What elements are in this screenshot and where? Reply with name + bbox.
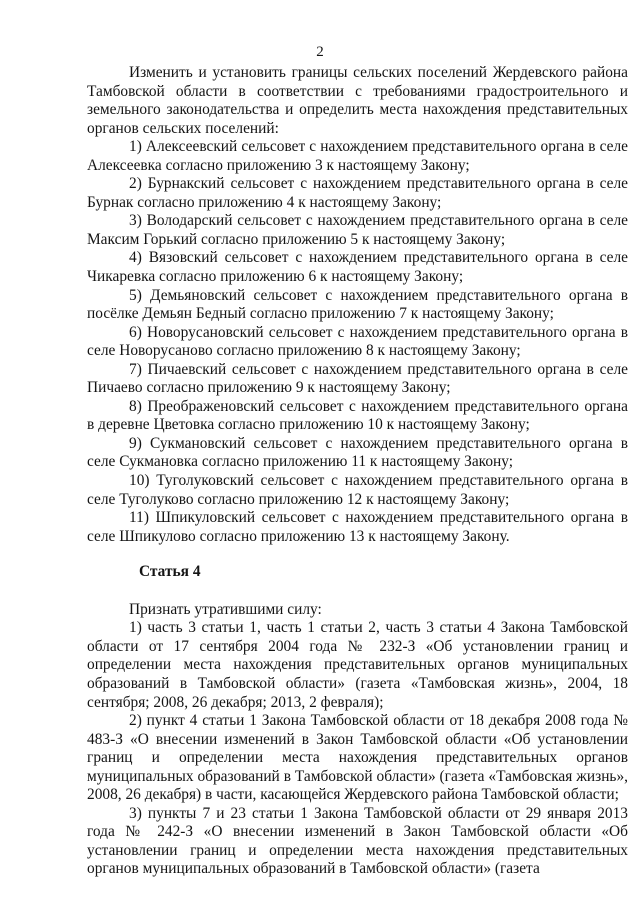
list-item: 4) Вязовский сельсовет с нахождением представительного органа в селе Чикаревка согласно приложению 6 к настоящему Закону;	[87, 249, 628, 286]
list-item: 1) Алексеевский сельсовет с нахождением представительного органа в селе Алексеевка согласно приложению 3 к настоящему Закону;	[87, 138, 628, 174]
article-list-item: 3) пункты 7 и 23 статьи 1 Закона Тамбовской области от 29 января 2013 года № 242-З «О внесении изменений в Закон Тамбовской области «Об установлении границ и определении места нахождения представительных органов муниципальных образований в Тамбовской области» (газета	[87, 804, 628, 878]
list-item: 5) Демьяновский сельсовет с нахождением представительного органа в посёлке Демьян Бедный согласно приложению 7 к настоящему Закону;	[87, 286, 628, 323]
intro-paragraph: Изменить и установить границы сельских поселений Жердевского района Тамбовской области в соответствии с требованиями градостроительного и земельного законодательства и определить места нахождения представительных органов сельских поселений:	[87, 64, 628, 137]
page-number: 2	[316, 44, 324, 60]
list-item: 2) Бурнакский сельсовет с нахождением представительного органа в селе Бурнак согласно приложению 4 к настоящему Закону;	[87, 175, 628, 211]
article-heading: Статья 4	[139, 563, 201, 581]
list-item: 3) Володарский сельсовет с нахождением представительного органа в селе Максим Горький согласно приложению 5 к настоящему Закону;	[87, 212, 628, 248]
list-item: 11) Шпикуловский сельсовет с нахождением представительного органа в селе Шпикулово согласно приложению 13 к настоящему Закону.	[87, 509, 628, 545]
article-list-item: 2) пункт 4 статьи 1 Закона Тамбовской области от 18 декабря 2008 года № 483-З «О внесении изменений в Закон Тамбовской области «Об установлении границ и определении места нахождения представительных органов муниципальных образований в Тамбовской области» (газета «Тамбовская жизнь», 2008, 26 декабря) в части, касающейся Жердевского района Тамбовской области;	[87, 712, 628, 804]
article-intro: Признать утратившими силу:	[129, 600, 322, 618]
article-list-item: 1) часть 3 статьи 1, часть 1 статьи 2, часть 3 статьи 4 Закона Тамбовской области от 17 сентября 2004 года № 232-З «Об установлении границ и определении места нахождения представительных органов муниципальных образований в Тамбовской области» (газета «Тамбовская жизнь», 2004, 18 сентября; 2008, 26 декабря; 2013, 2 февраля);	[87, 619, 628, 711]
list-item: 10) Туголуковский сельсовет с нахождением представительного органа в селе Туголуково согласно приложению 12 к настоящему Закону;	[87, 472, 628, 508]
document-body	[87, 64, 628, 879]
list-item: 9) Сукмановский сельсовет с нахождением представительного органа в селе Сукмановка согласно приложению 11 к настоящему Закону;	[87, 434, 628, 471]
list-item: 6) Новорусановский сельсовет с нахождением представительного органа в селе Новорусаново согласно приложению 8 к настоящему Закону;	[87, 323, 628, 360]
list-item: 8) Преображеновский сельсовет с нахождением представительного органа в деревне Цветовка согласно приложению 10 к настоящему Закону;	[87, 397, 628, 434]
list-item: 7) Пичаевский сельсовет с нахождением представительного органа в селе Пичаево согласно приложению 9 к настоящему Закону;	[87, 360, 628, 397]
